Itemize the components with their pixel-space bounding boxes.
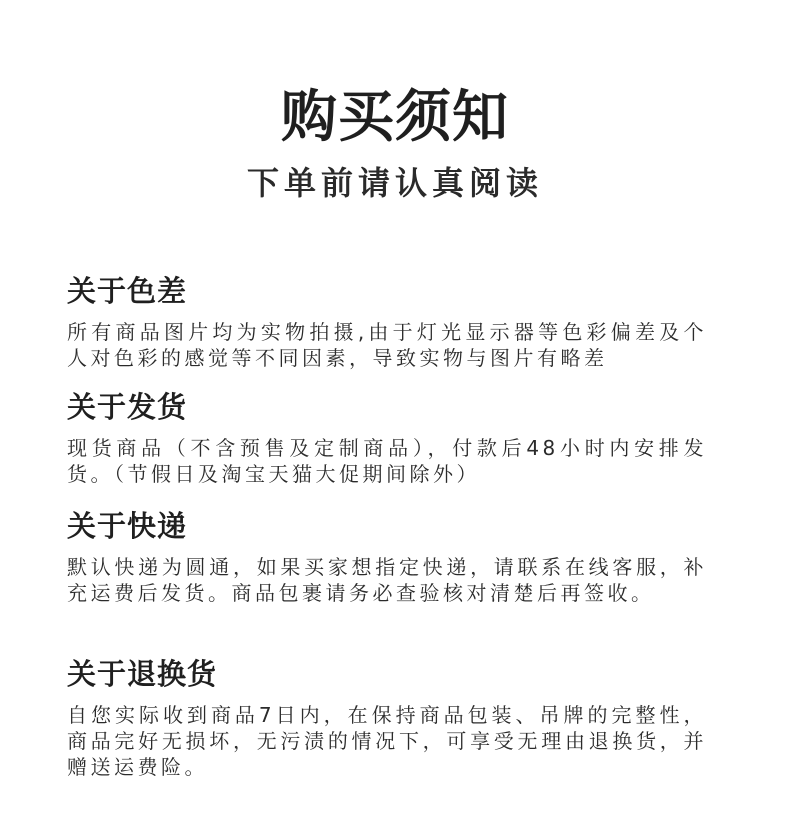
section-shipping: [67, 389, 707, 487]
page-title: 购买须知: [281, 84, 509, 150]
section-express-delivery: [67, 508, 707, 606]
section-body: 默认快递为圆通，如果买家想指定快递，请联系在线客服，补充运费后发货。商品包裹请务必查验核对清楚后再签收。: [67, 555, 707, 605]
section-returns-exchanges: [67, 656, 707, 780]
section-title: 关于退换货: [67, 657, 218, 691]
section-color-difference: [67, 273, 707, 371]
section-title: 关于发货: [67, 390, 188, 424]
section-body: 现货商品（不含预售及定制商品），付款后48小时内安排发货。（节假日及淘宝天猫大促期间除外）: [67, 436, 707, 486]
section-title: 关于快递: [67, 509, 188, 543]
section-body: 自您实际收到商品7日内，在保持商品包装、吊牌的完整性，商品完好无损坏，无污渍的情况下，可享受无理由退换货，并赠送运费险。: [67, 703, 707, 779]
section-title: 关于色差: [67, 274, 188, 308]
section-body: 所有商品图片均为实物拍摄,由于灯光显示器等色彩偏差及个人对色彩的感觉等不同因素，导致实物与图片有略差: [67, 320, 707, 370]
page-subtitle: 下单前请认真阅读: [246, 164, 543, 202]
